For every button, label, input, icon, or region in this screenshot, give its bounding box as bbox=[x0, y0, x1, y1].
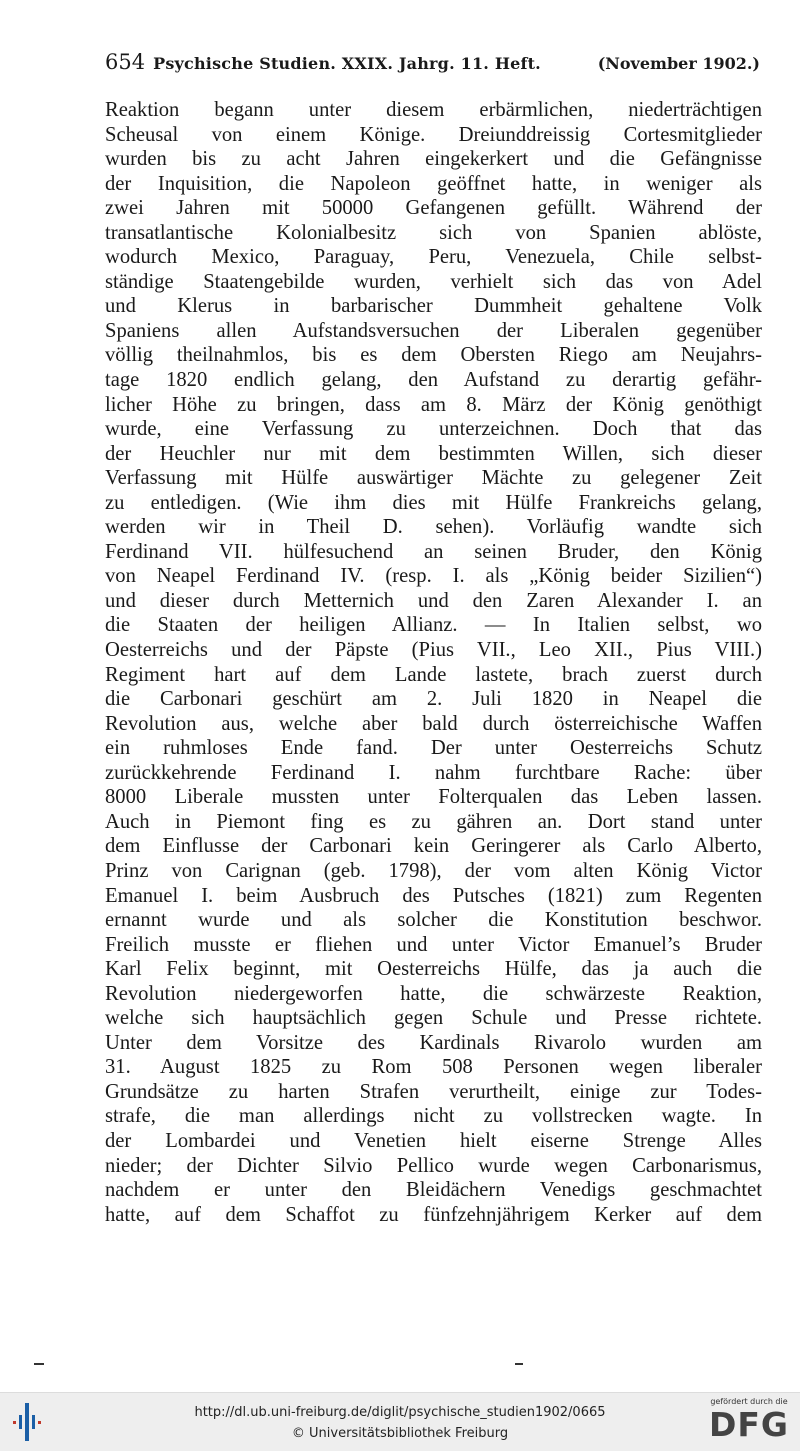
text-line: transatlantische Kolonialbesitz sich von Spanien ablöste, bbox=[105, 221, 762, 244]
text-line: zu entledigen. (Wie ihm dies mit Hülfe Frankreichs gelang, bbox=[105, 491, 762, 514]
issue-date: (November 1902.) bbox=[597, 54, 760, 73]
text-line: ein ruhmloses Ende fand. Der unter Oesterreichs Schutz bbox=[105, 737, 762, 760]
text-line: zurückkehrende Ferdinand I. nahm furchtbare Rache: über bbox=[105, 761, 762, 784]
text-line: strafe, die man allerdings nicht zu vollstrecken wagte. In bbox=[105, 1105, 762, 1128]
footer-url-link[interactable]: http://dl.ub.uni-freiburg.de/diglit/psychische_studien1902/0665 bbox=[194, 1405, 606, 1420]
text-line: Revolution niedergeworfen hatte, die schwärzeste Reaktion, bbox=[105, 982, 762, 1005]
text-line: 8000 Liberale mussten unter Folterqualen das Leben lassen. bbox=[105, 786, 762, 809]
text-line: Unter dem Vorsitze des Kardinals Rivarolo wurden am bbox=[105, 1031, 762, 1054]
text-line: wurden bis zu acht Jahren eingekerkert und die Gefängnisse bbox=[105, 148, 762, 171]
text-line: licher Höhe zu bringen, dass am 8. März der König genöthigt bbox=[105, 393, 762, 416]
page-number: 654 bbox=[105, 50, 146, 74]
crop-mark bbox=[34, 1363, 44, 1365]
dfg-caption: gefördert durch die bbox=[710, 1397, 788, 1406]
body-text bbox=[105, 98, 762, 1227]
text-line: Prinz von Carignan (geb. 1798), der vom alten König Victor bbox=[105, 859, 762, 882]
footer-bar bbox=[0, 1392, 800, 1451]
text-line: Auch in Piemont fing es zu gähren an. Dort stand unter bbox=[105, 810, 762, 833]
text-line: der Inquisition, die Napoleon geöffnet hatte, in weniger als bbox=[105, 172, 762, 195]
text-line: Verfassung mit Hülfe auswärtiger Mächte zu gelegener Zeit bbox=[105, 467, 762, 490]
text-line: nieder; der Dichter Silvio Pellico wurde wegen Carbonarismus, bbox=[105, 1154, 762, 1177]
text-line: 31. August 1825 zu Rom 508 Personen wegen liberaler bbox=[105, 1056, 762, 1079]
text-line: Karl Felix beginnt, mit Oesterreichs Hülfe, das ja auch die bbox=[105, 958, 762, 981]
text-line: Grundsätze zu harten Strafen verurtheilt, einige zur Todes- bbox=[105, 1080, 762, 1103]
text-line: von Neapel Ferdinand IV. (resp. I. als „König beider Sizilien“) bbox=[105, 565, 762, 588]
text-line: und Klerus in barbarischer Dummheit gehaltene Volk bbox=[105, 295, 762, 318]
text-line: der Lombardei und Venetien hielt eiserne Strenge Alles bbox=[105, 1129, 762, 1152]
running-title: Psychische Studien. XXIX. Jahrg. 11. Heft. bbox=[153, 54, 541, 73]
text-line: Oesterreichs und der Päpste (Pius VII., Leo XII., Pius VIII.) bbox=[105, 639, 762, 662]
text-line: Ferdinand VII. hülfesuchend an seinen Bruder, den König bbox=[105, 540, 762, 563]
text-line: zwei Jahren mit 50000 Gefangenen gefüllt. Während der bbox=[105, 197, 762, 220]
page-header bbox=[105, 50, 760, 80]
text-line: Reaktion begann unter diesem erbärmlichen, niederträchtigen bbox=[105, 99, 762, 121]
footer-copyright: © Universitätsbibliothek Freiburg bbox=[291, 1426, 509, 1441]
text-line: ständige Staatengebilde wurden, verhielt sich das von Adel bbox=[105, 270, 762, 293]
dfg-logo bbox=[706, 1397, 792, 1447]
text-line: Revolution aus, welche aber bald durch österreichische Waffen bbox=[105, 712, 762, 735]
text-line: welche sich hauptsächlich gegen Schule und Presse richtete. bbox=[105, 1007, 762, 1030]
text-line: wurde, eine Verfassung zu unterzeichnen. Doch that das bbox=[105, 418, 762, 441]
text-line: Regiment hart auf dem Lande lastete, brach zuerst durch bbox=[105, 663, 762, 686]
text-line: Spaniens allen Aufstandsversuchen der Liberalen gegenüber bbox=[105, 319, 762, 342]
text-line: wodurch Mexico, Paraguay, Peru, Venezuela, Chile selbst- bbox=[105, 246, 762, 269]
text-line: der Heuchler nur mit dem bestimmten Willen, sich dieser bbox=[105, 442, 762, 465]
text-line: völlig theilnahmlos, bis es dem Obersten Riego am Neujahrs- bbox=[105, 344, 762, 367]
text-line: tage 1820 endlich gelang, den Aufstand zu derartig gefähr- bbox=[105, 369, 762, 392]
text-line: Freilich musste er fliehen und unter Victor Emanuel’s Bruder bbox=[105, 933, 762, 956]
text-line: Emanuel I. beim Ausbruch des Putsches (1821) zum Regenten bbox=[105, 884, 762, 907]
dfg-wordmark: DFG bbox=[708, 1405, 790, 1444]
text-line: ernannt wurde und als solcher die Konstitution beschwor. bbox=[105, 909, 762, 932]
text-line: die Carbonari geschürt am 2. Juli 1820 in Neapel die bbox=[105, 688, 762, 711]
text-line: und dieser durch Metternich und den Zaren Alexander I. an bbox=[105, 589, 762, 612]
text-line: Scheusal von einem Könige. Dreiunddreissig Cortesmitglieder bbox=[105, 123, 762, 146]
crop-mark bbox=[515, 1363, 523, 1365]
text-line: die Staaten der heiligen Allianz. — In Italien selbst, wo bbox=[105, 614, 762, 637]
text-line: nachdem er unter den Bleidächern Venedigs geschmachtet bbox=[105, 1179, 762, 1202]
text-line: dem Einflusse der Carbonari kein Geringerer als Carlo Alberto, bbox=[105, 835, 762, 858]
page-marks bbox=[0, 1363, 800, 1367]
text-line: werden wir in Theil D. sehen). Vorläufig wandte sich bbox=[105, 516, 762, 539]
text-line: hatte, auf dem Schaffot zu fünfzehnjährigem Kerker auf dem bbox=[105, 1203, 762, 1226]
